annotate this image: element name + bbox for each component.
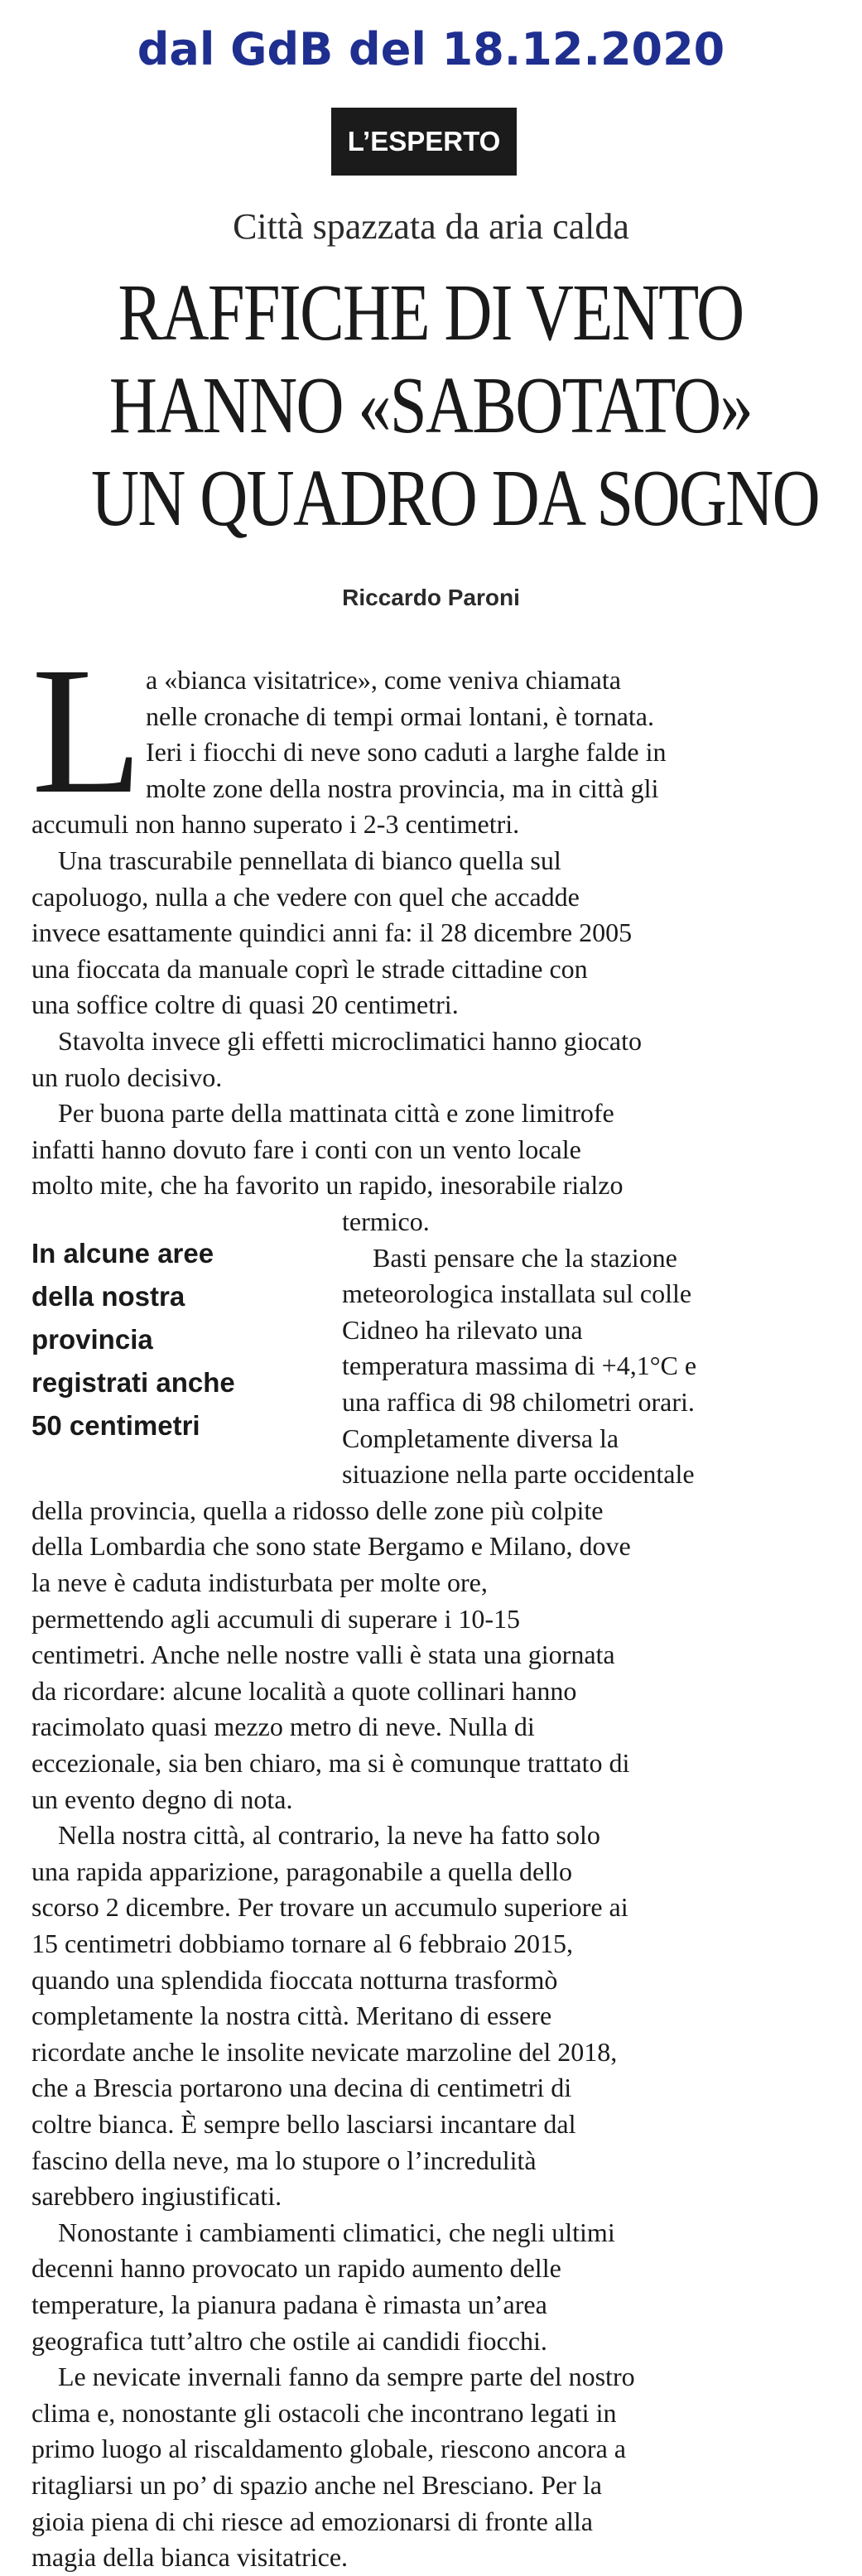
article-line: gioia piena di chi riesce ad emozionarsi di fronte alla <box>31 2506 593 2536</box>
headline-line: HANNO «SABOTATO» <box>108 361 753 450</box>
article-line: racimolato quasi mezzo metro di neve. Nulla di <box>31 1712 535 1742</box>
headline-line: UN QUADRO DA SOGNO <box>91 454 820 543</box>
article-line: 15 centimetri dobbiamo tornare al 6 febbraio 2015, <box>31 1928 574 1958</box>
article-line: situazione nella parte occidentale <box>342 1459 695 1490</box>
article-line: Basti pensare che la stazione <box>373 1242 677 1273</box>
article-line: invece esattamente quindici anni fa: il 28 dicembre 2005 <box>31 917 633 948</box>
pull-quote-line: della nostra <box>31 1281 185 1312</box>
drop-cap: L <box>31 629 143 831</box>
article-line: fascino della neve, ma lo stupore o l’incredulità <box>31 2145 537 2175</box>
article-line: a «bianca visitatrice», come veniva chiamata <box>146 665 621 695</box>
article-line: una soffice coltre di quasi 20 centimetri. <box>31 989 459 1020</box>
pull-quote-line: provincia <box>31 1324 153 1355</box>
article-line: molto mite, che ha favorito un rapido, inesorabile rialzo <box>31 1170 624 1201</box>
article-line: molte zone della nostra provincia, ma in città gli <box>146 773 659 803</box>
article-line: Completamente diversa la <box>342 1423 619 1453</box>
pull-quote <box>31 1232 305 1447</box>
article-line: ricordate anche le insolite nevicate marzoline del 2018, <box>31 2036 618 2067</box>
article-line: della Lombardia che sono state Bergamo e Milano, dove <box>31 1531 631 1562</box>
article-line: la neve è caduta indisturbata per molte ore, <box>31 1567 488 1597</box>
pull-quote-line: 50 centimetri <box>31 1410 200 1441</box>
pull-quote-line: In alcune aree <box>31 1238 214 1269</box>
article-line: decenni hanno provocato un rapido aumento delle <box>31 2253 561 2284</box>
article-line: Nonostante i cambiamenti climatici, che negli ultimi <box>58 2217 615 2247</box>
article-line: Nella nostra città, al contrario, la neve ha fatto solo <box>58 1820 600 1851</box>
article-line: termico. <box>342 1206 430 1236</box>
article-line: eccezionale, sia ben chiaro, ma si è comunque trattato di <box>31 1748 630 1778</box>
article-line: coltre bianca. È sempre bello lasciarsi incantare dal <box>31 2109 576 2139</box>
article-line: magia della bianca visitatrice. <box>31 2542 349 2573</box>
article-line: che a Brescia portarono una decina di centimetri di <box>31 2073 572 2103</box>
article-line: Cidneo ha rilevato una <box>342 1314 583 1345</box>
article-line: centimetri. Anche nelle nostre valli è stata una giornata <box>31 1639 615 1670</box>
article-line: meteorologica installata sul colle <box>342 1278 692 1309</box>
article-line: primo luogo al riscaldamento globale, riescono ancora a <box>31 2434 626 2464</box>
article-line: temperature, la pianura padana è rimasta un’area <box>31 2290 547 2319</box>
article-line: scorso 2 dicembre. Per trovare un accumulo superiore ai <box>31 1892 628 1923</box>
article-byline: Riccardo Paroni <box>342 585 520 610</box>
article-line: una fioccata da manuale coprì le strade cittadine con <box>31 953 588 984</box>
article-line: infatti hanno dovuto fare i conti con un vento locale <box>31 1134 581 1164</box>
article-line: un evento degno di nota. <box>31 1784 293 1814</box>
article-headline <box>91 267 820 545</box>
article-line: quando una splendida fioccata notturna trasformò <box>31 1964 558 1995</box>
article-line: Una trascurabile pennellata di bianco quella sul <box>58 845 561 875</box>
article-line: Ieri i fiocchi di neve sono caduti a larghe falde in <box>146 737 667 768</box>
section-tag: L’ESPERTO <box>331 108 517 176</box>
article-line: capoluogo, nulla a che vedere con quel che accadde <box>31 881 580 912</box>
article-line: una raffica di 98 chilometri orari. <box>342 1387 695 1417</box>
article-kicker: Città spazzata da aria calda <box>233 206 629 247</box>
source-date-header: dal GdB del 18.12.2020 <box>137 23 725 75</box>
article-line: una rapida apparizione, paragonabile a quella dello <box>31 1856 573 1886</box>
article-line: da ricordare: alcune località a quote collinari hanno <box>31 1675 577 1706</box>
article-line: sarebbero ingiustificati. <box>31 2181 282 2212</box>
headline-line: RAFFICHE DI VENTO <box>118 268 744 358</box>
article-line: completamente la nostra città. Meritano di essere <box>31 2001 552 2031</box>
article-line: della provincia, quella a ridosso delle zone più colpite <box>31 1495 604 1525</box>
article-line: Per buona parte della mattinata città e zone limitrofe <box>58 1098 614 1129</box>
article-line: nelle cronache di tempi ormai lontani, è tornata. <box>146 701 654 731</box>
article-line: Stavolta invece gli effetti microclimatici hanno giocato <box>58 1026 642 1056</box>
article-line: un ruolo decisivo. <box>31 1062 223 1092</box>
article-line: permettendo agli accumuli di superare i 10-15 <box>31 1603 521 1634</box>
article-line: geografica tutt’altro che ostile ai candidi fiocchi. <box>31 2325 547 2356</box>
pull-quote-line: registrati anche <box>31 1367 235 1398</box>
article-line: ritagliarsi un po’ di spazio anche nel Bresciano. Per la <box>31 2470 602 2500</box>
article-line: temperatura massima di +4,1°C e <box>342 1351 697 1381</box>
article-line: Le nevicate invernali fanno da sempre parte del nostro <box>58 2362 635 2392</box>
article-line: clima e, nonostante gli ostacoli che incontrano legati in <box>31 2397 617 2428</box>
article-line: accumuli non hanno superato i 2-3 centimetri. <box>31 809 520 840</box>
